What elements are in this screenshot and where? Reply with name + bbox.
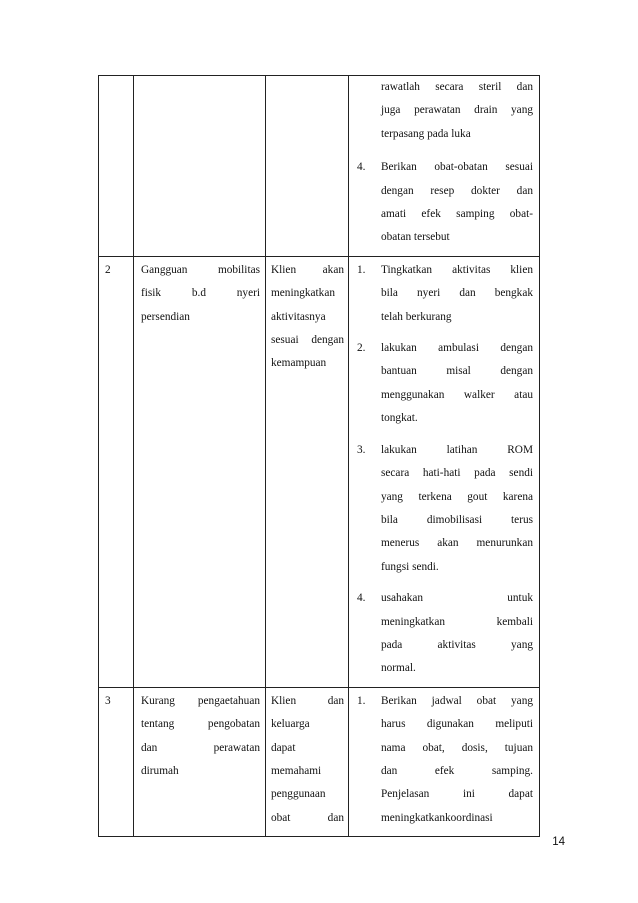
page-number: 14	[552, 836, 565, 848]
intervention-item	[357, 587, 533, 681]
text-line: rawatlah secara steril dan	[381, 81, 533, 93]
text-line: bila nyeri dan bengkak	[381, 287, 533, 300]
text-line: sesuai dengan	[271, 334, 344, 347]
intervention-item	[357, 259, 533, 329]
text-line: amati efek samping obat-	[381, 208, 533, 221]
item-number: 4.	[357, 161, 366, 174]
text-line: dengan resep dokter dan	[381, 184, 533, 197]
text-line: tentang pengobatan	[141, 718, 260, 731]
text-line: menerus akan menurunkan	[381, 537, 533, 550]
intervention-cell	[349, 256, 540, 687]
text-line: nama obat, dosis, tujuan	[381, 741, 533, 754]
intervention-cell	[349, 687, 540, 836]
item-number: 1.	[357, 694, 366, 707]
text-line: fisik b.d nyeri	[141, 287, 260, 300]
text-line: meningkatkankoordinasi	[381, 811, 493, 824]
text-line: yang terkena gout karena	[381, 490, 533, 503]
text-line: meningkatkan kembali	[381, 615, 533, 628]
number-cell-empty	[99, 76, 134, 257]
nursing-care-plan-table	[98, 75, 540, 837]
text-line: tongkat.	[381, 412, 418, 425]
text-line: pada aktivitas yang	[381, 638, 533, 651]
table-row-continued	[99, 76, 540, 257]
text-line: lakukan latihan ROM	[381, 443, 533, 456]
text-line: Klien dan	[271, 694, 344, 707]
text-line: fungsi sendi.	[381, 560, 439, 573]
item-number: 4.	[357, 592, 366, 605]
intervention-item	[357, 690, 533, 830]
diagnosis-cell-empty	[134, 76, 266, 257]
text-line: dirumah	[141, 764, 179, 777]
text-line: Berikan obat-obatan sesuai	[381, 161, 533, 174]
number-cell	[99, 687, 134, 836]
text-line: penggunaan	[271, 788, 326, 801]
text-line: dan perawatan	[141, 741, 260, 754]
number-cell	[99, 256, 134, 687]
table-row	[99, 256, 540, 687]
item-number: 1.	[357, 263, 366, 276]
text-line: secara hati-hati pada sendi	[381, 467, 533, 480]
text-line: Gangguan mobilitas	[141, 263, 260, 276]
intervention-item	[357, 439, 533, 579]
text-line: bantuan misal dengan	[381, 365, 533, 378]
diagnosis-cell	[134, 256, 266, 687]
text-line: Penjelasan ini dapat	[381, 788, 533, 801]
text-line: Tingkatkan aktivitas klien	[381, 263, 533, 276]
text-line: bila dimobilisasi terus	[381, 513, 533, 526]
text-line: dapat	[271, 741, 296, 754]
goal-cell-empty	[266, 76, 349, 257]
row-number: 3	[105, 694, 111, 707]
intervention-continuation	[349, 76, 539, 146]
intervention-list	[349, 688, 539, 836]
item-number: 3.	[357, 443, 366, 456]
text-line: Kurang pengaetahuan	[141, 694, 260, 707]
text-line: usahakan untuk	[381, 592, 533, 605]
text-line: juga perawatan drain yang	[381, 104, 533, 117]
intervention-item	[357, 156, 533, 250]
text-line: keluarga	[271, 718, 310, 731]
text-line: memahami	[271, 764, 322, 777]
text-line: aktivitasnya	[271, 310, 326, 323]
text-line: obat dan	[271, 811, 344, 824]
text-line: telah berkurang	[381, 310, 452, 323]
goal-cell	[266, 687, 349, 836]
text-line: Klien akan	[271, 263, 344, 276]
text-line: Berikan jadwal obat yang	[381, 694, 533, 707]
text-line: obatan tersebut	[381, 231, 450, 244]
text-line: normal.	[381, 662, 416, 675]
text-line: menggunakan walker atau	[381, 388, 533, 401]
text-line: meningkatkan	[271, 287, 335, 300]
diagnosis-cell	[134, 687, 266, 836]
intervention-cell	[349, 76, 540, 257]
text-line: persendian	[141, 310, 190, 323]
text-line: harus digunakan meliputi	[381, 718, 533, 731]
intervention-list	[349, 154, 539, 256]
table-row	[99, 687, 540, 836]
intervention-list	[349, 257, 539, 687]
goal-cell	[266, 256, 349, 687]
item-number: 2.	[357, 342, 366, 355]
intervention-item	[357, 337, 533, 431]
text-line: lakukan ambulasi dengan	[381, 342, 533, 355]
text-line: terpasang pada luka	[381, 127, 471, 140]
text-line: kemampuan	[271, 357, 327, 370]
text-line: dan efek samping.	[381, 764, 533, 777]
row-number: 2	[105, 263, 111, 276]
